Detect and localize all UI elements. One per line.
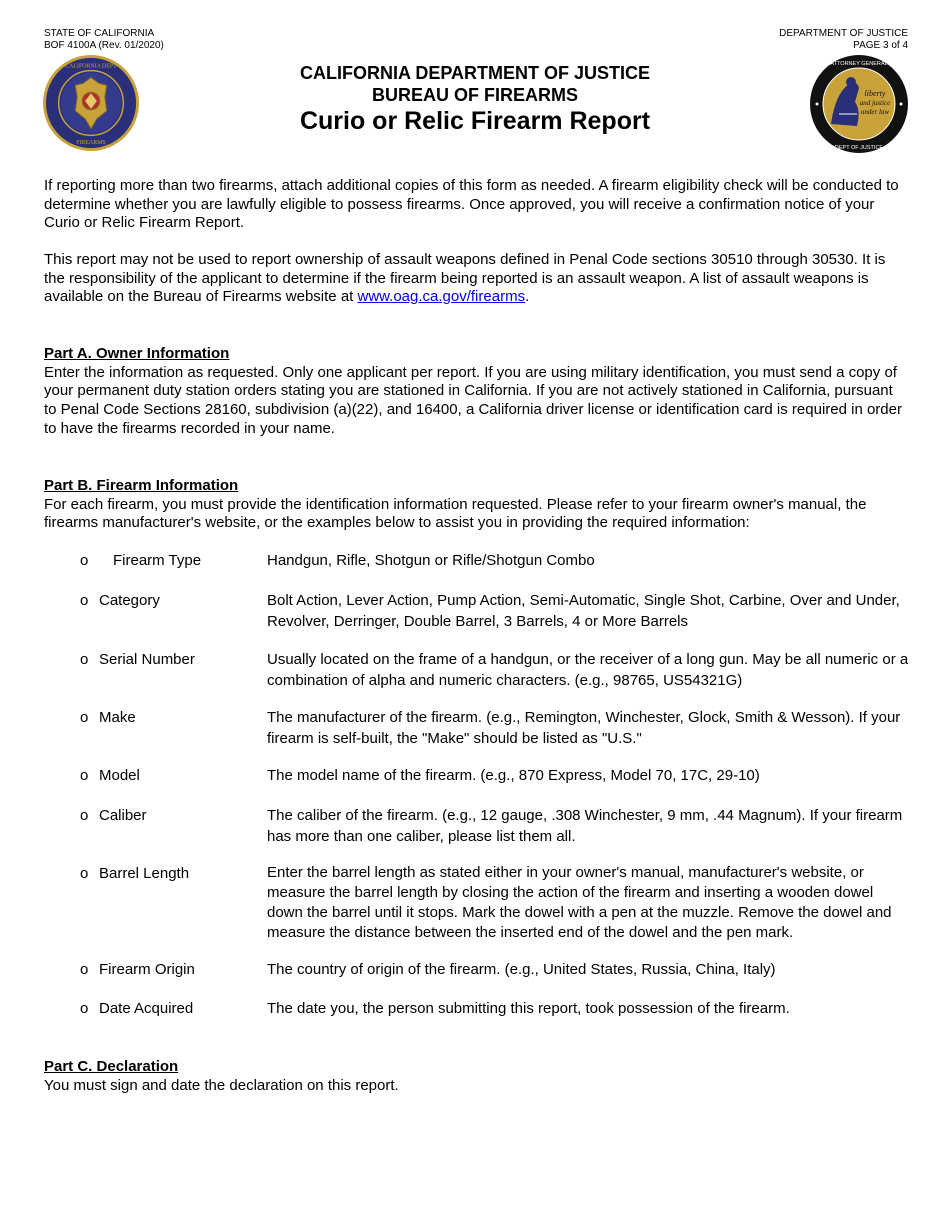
item-description: Usually located on the frame of a handgun, or the receiver of a long gun. May be all numeric or a combination of alpha and numeric characters. (e.g., 98765, US54321G) bbox=[267, 651, 909, 689]
item-term: Model bbox=[99, 767, 140, 784]
part-c-body: You must sign and date the declaration on this report. bbox=[44, 1076, 399, 1094]
bullet-icon: o bbox=[80, 1000, 89, 1017]
item-term: Make bbox=[99, 709, 136, 726]
item-term: Date Acquired bbox=[99, 1000, 194, 1017]
item-description: The caliber of the firearm. (e.g., 12 gauge, .308 Winchester, 9 mm, .44 Magnum). If your firearm has more than one caliber, please list them all. bbox=[267, 807, 903, 845]
svg-text:and justice: and justice bbox=[859, 99, 891, 107]
item-term: Barrel Length bbox=[99, 865, 190, 882]
part-a-title: Part A. Owner Information bbox=[44, 345, 230, 362]
part-b-body: For each firearm, you must provide the identification information requested. Please refer to your firearm owner's manual, the firearms manufacturer's website, or the examples below to assist you in providing the required information: bbox=[44, 495, 867, 532]
bullet-icon: o bbox=[80, 807, 89, 824]
part-c-section bbox=[44, 1058, 909, 1095]
bullet-icon: o bbox=[80, 865, 89, 882]
page-number: PAGE 3 of 4 bbox=[853, 40, 908, 51]
intro-paragraph-1: If reporting more than two firearms, attach additional copies of this form as needed. A firearm eligibility check will be conducted to determine whether you are lawfully eligible to possess firearms. Once approved, you will receive a confirmation notice of your Curio or Relic Firearm Report. bbox=[44, 177, 899, 232]
form-number: BOF 4100A (Rev. 01/2020) bbox=[44, 40, 164, 51]
intro-paragraph-2-end: . bbox=[525, 288, 530, 306]
item-description: Handgun, Rifle, Shotgun or Rifle/Shotgun Combo bbox=[267, 552, 595, 569]
svg-text:liberty: liberty bbox=[864, 89, 886, 98]
state-label: STATE OF CALIFORNIA bbox=[44, 28, 155, 39]
item-description: Bolt Action, Lever Action, Pump Action, Semi-Automatic, Single Shot, Carbine, Over and Under, Revolver, Derringer, Double Barrel, 3 Barrels, 4 or More Barrels bbox=[267, 592, 900, 630]
form-header-left bbox=[44, 28, 164, 52]
svg-text:CALIFORNIA DEPT: CALIFORNIA DEPT bbox=[65, 63, 117, 70]
part-b-section bbox=[44, 477, 909, 533]
bullet-icon: o bbox=[80, 592, 89, 609]
item-term: Firearm Origin bbox=[99, 961, 195, 978]
part-a-section bbox=[44, 345, 909, 439]
item-description: The country of origin of the firearm. (e.g., United States, Russia, China, Italy) bbox=[267, 961, 776, 978]
item-description: The manufacturer of the firearm. (e.g., Remington, Winchester, Glock, Smith & Wesson). If your firearm is self-built, the "Make" should be listed as "U.S." bbox=[267, 709, 901, 747]
intro-paragraph-2 bbox=[44, 251, 909, 307]
item-term: Serial Number bbox=[99, 651, 195, 668]
svg-text:FIREARMS: FIREARMS bbox=[76, 140, 106, 147]
attorney-general-seal-icon bbox=[809, 54, 909, 154]
form-header-right bbox=[779, 28, 908, 52]
item-description: The date you, the person submitting this report, took possession of the firearm. bbox=[267, 1000, 790, 1017]
part-b-title: Part B. Firearm Information bbox=[44, 477, 239, 494]
bullet-icon: o bbox=[80, 961, 89, 978]
title-bureau: BUREAU OF FIREARMS bbox=[372, 85, 578, 105]
item-description: Enter the barrel length as stated either in your owner's manual, manufacturer's website, or measure the barrel length by closing the action of the firearm and inserting a wooden dowel down the barrel until it stops. Mark the dowel with a pen at the muzzle. Remove the dowel and measure the distance between the inserted end of the dowel and the pen mark. bbox=[267, 864, 892, 941]
part-a-body: Enter the information as requested. Only one applicant per report. If you are using military identification, you must send a copy of your permanent duty station orders stating you are stationed in California. If you are not actively stationed in California, pursuant to Penal Code Sections 28160, subdivision (a)(22), and 16400, a California driver license or identification card is required in order to have the firearms recorded in your name. bbox=[44, 363, 902, 437]
bullet-icon: o bbox=[80, 552, 89, 569]
bullet-icon: o bbox=[80, 709, 89, 726]
bullet-icon: o bbox=[80, 767, 89, 784]
svg-text:under law: under law bbox=[860, 108, 890, 116]
item-term: Caliber bbox=[99, 807, 147, 824]
svg-text:DEPT OF JUSTICE: DEPT OF JUSTICE bbox=[834, 145, 884, 151]
title-agency: CALIFORNIA DEPARTMENT OF JUSTICE bbox=[300, 63, 650, 83]
department-label: DEPARTMENT OF JUSTICE bbox=[779, 28, 908, 39]
intro-paragraph-2-text: This report may not be used to report ownership of assault weapons defined in Penal Code sections 30510 through 30530. It is the responsibility of the applicant to determine if the firearm being reported is an assault weapon. A list of assault weapons is available on the Bureau of Firearms website at bbox=[44, 251, 886, 306]
svg-text:ATTORNEY GENERAL: ATTORNEY GENERAL bbox=[830, 61, 888, 67]
firearms-website-link[interactable]: www.oag.ca.gov/firearms bbox=[357, 288, 526, 306]
document-title bbox=[0, 62, 950, 136]
item-description: The model name of the firearm. (e.g., 870 Express, Model 70, 17C, 29-10) bbox=[267, 767, 760, 784]
item-term: Category bbox=[99, 592, 160, 609]
part-c-title: Part C. Declaration bbox=[44, 1058, 179, 1075]
title-report-name: Curio or Relic Firearm Report bbox=[299, 107, 651, 135]
item-term: Firearm Type bbox=[113, 552, 202, 569]
bullet-icon: o bbox=[80, 651, 89, 668]
